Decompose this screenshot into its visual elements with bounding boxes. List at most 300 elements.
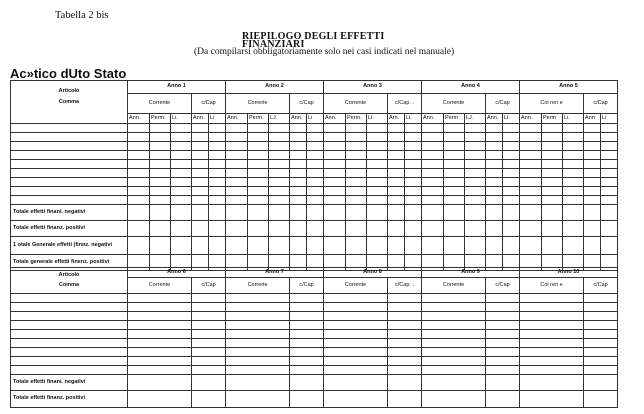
entry-cell[interactable] (422, 178, 444, 187)
entry-cell[interactable] (324, 169, 346, 178)
entry-cell[interactable] (367, 178, 388, 187)
entry-cell[interactable] (290, 375, 324, 391)
entry-cell[interactable] (307, 178, 324, 187)
entry-cell[interactable] (346, 169, 367, 178)
entry-cell[interactable] (388, 312, 422, 321)
entry-cell[interactable] (290, 142, 307, 151)
entry-cell[interactable] (346, 142, 367, 151)
entry-cell[interactable] (11, 133, 128, 142)
entry-cell[interactable] (290, 366, 324, 375)
entry-cell[interactable] (520, 321, 584, 330)
entry-cell[interactable] (209, 124, 226, 133)
entry-cell[interactable] (422, 366, 486, 375)
entry-cell[interactable] (520, 312, 584, 321)
entry-cell[interactable] (192, 375, 226, 391)
entry-cell[interactable] (269, 169, 290, 178)
entry-cell[interactable] (444, 133, 465, 142)
entry-cell[interactable] (248, 142, 269, 151)
entry-cell[interactable] (486, 375, 520, 391)
entry-cell[interactable] (486, 366, 520, 375)
entry-cell[interactable] (465, 133, 486, 142)
entry-cell[interactable] (422, 348, 486, 357)
entry-cell[interactable] (128, 237, 150, 255)
entry-cell[interactable] (520, 330, 584, 339)
entry-cell[interactable] (128, 169, 150, 178)
entry-cell[interactable] (542, 196, 563, 205)
entry-cell[interactable] (444, 178, 465, 187)
entry-cell[interactable] (209, 196, 226, 205)
entry-cell[interactable] (150, 187, 171, 196)
entry-cell[interactable] (226, 321, 290, 330)
entry-cell[interactable] (422, 303, 486, 312)
entry-cell[interactable] (584, 221, 601, 237)
entry-cell[interactable] (128, 366, 192, 375)
entry-cell[interactable] (563, 196, 584, 205)
entry-cell[interactable] (465, 205, 486, 221)
entry-cell[interactable] (324, 330, 388, 339)
entry-cell[interactable] (192, 196, 209, 205)
entry-cell[interactable] (209, 151, 226, 160)
entry-cell[interactable] (209, 205, 226, 221)
entry-cell[interactable] (192, 133, 209, 142)
entry-cell[interactable] (226, 366, 290, 375)
entry-cell[interactable] (307, 196, 324, 205)
entry-cell[interactable] (584, 187, 601, 196)
entry-cell[interactable] (388, 294, 422, 303)
entry-cell[interactable] (584, 151, 601, 160)
entry-cell[interactable] (11, 124, 128, 133)
entry-cell[interactable] (601, 187, 618, 196)
entry-cell[interactable] (171, 169, 192, 178)
entry-cell[interactable] (388, 169, 405, 178)
entry-cell[interactable] (563, 142, 584, 151)
entry-cell[interactable] (226, 312, 290, 321)
entry-cell[interactable] (388, 178, 405, 187)
entry-cell[interactable] (324, 133, 346, 142)
entry-cell[interactable] (346, 187, 367, 196)
entry-cell[interactable] (388, 357, 422, 366)
entry-cell[interactable] (422, 294, 486, 303)
entry-cell[interactable] (520, 178, 542, 187)
entry-cell[interactable] (290, 205, 307, 221)
entry-cell[interactable] (324, 375, 388, 391)
entry-cell[interactable] (290, 312, 324, 321)
entry-cell[interactable] (209, 133, 226, 142)
entry-cell[interactable] (307, 160, 324, 169)
entry-cell[interactable] (542, 151, 563, 160)
entry-cell[interactable] (486, 124, 503, 133)
entry-cell[interactable] (422, 196, 444, 205)
entry-cell[interactable] (367, 205, 388, 221)
entry-cell[interactable] (405, 151, 422, 160)
entry-cell[interactable] (11, 348, 128, 357)
entry-cell[interactable] (248, 178, 269, 187)
entry-cell[interactable] (324, 339, 388, 348)
entry-cell[interactable] (171, 151, 192, 160)
entry-cell[interactable] (465, 169, 486, 178)
entry-cell[interactable] (324, 391, 388, 408)
entry-cell[interactable] (486, 142, 503, 151)
entry-cell[interactable] (248, 133, 269, 142)
entry-cell[interactable] (290, 169, 307, 178)
entry-cell[interactable] (192, 330, 226, 339)
entry-cell[interactable] (444, 221, 465, 237)
entry-cell[interactable] (601, 205, 618, 221)
entry-cell[interactable] (584, 357, 618, 366)
entry-cell[interactable] (601, 160, 618, 169)
entry-cell[interactable] (226, 124, 248, 133)
entry-cell[interactable] (307, 124, 324, 133)
entry-cell[interactable] (542, 178, 563, 187)
entry-cell[interactable] (128, 221, 150, 237)
entry-cell[interactable] (388, 330, 422, 339)
entry-cell[interactable] (486, 133, 503, 142)
entry-cell[interactable] (290, 348, 324, 357)
entry-cell[interactable] (226, 294, 290, 303)
entry-cell[interactable] (324, 348, 388, 357)
entry-cell[interactable] (486, 196, 503, 205)
entry-cell[interactable] (307, 237, 324, 255)
entry-cell[interactable] (209, 237, 226, 255)
entry-cell[interactable] (584, 237, 601, 255)
entry-cell[interactable] (563, 124, 584, 133)
entry-cell[interactable] (542, 237, 563, 255)
entry-cell[interactable] (290, 357, 324, 366)
entry-cell[interactable] (584, 142, 601, 151)
entry-cell[interactable] (128, 321, 192, 330)
entry-cell[interactable] (192, 142, 209, 151)
entry-cell[interactable] (367, 142, 388, 151)
entry-cell[interactable] (444, 142, 465, 151)
entry-cell[interactable] (520, 124, 542, 133)
entry-cell[interactable] (444, 237, 465, 255)
entry-cell[interactable] (405, 187, 422, 196)
entry-cell[interactable] (150, 196, 171, 205)
entry-cell[interactable] (444, 187, 465, 196)
entry-cell[interactable] (269, 178, 290, 187)
entry-cell[interactable] (248, 187, 269, 196)
entry-cell[interactable] (324, 221, 346, 237)
entry-cell[interactable] (269, 187, 290, 196)
entry-cell[interactable] (388, 221, 405, 237)
entry-cell[interactable] (171, 124, 192, 133)
entry-cell[interactable] (486, 339, 520, 348)
entry-cell[interactable] (128, 142, 150, 151)
entry-cell[interactable] (422, 205, 444, 221)
entry-cell[interactable] (171, 205, 192, 221)
entry-cell[interactable] (248, 160, 269, 169)
entry-cell[interactable] (209, 169, 226, 178)
entry-cell[interactable] (290, 221, 307, 237)
entry-cell[interactable] (422, 357, 486, 366)
entry-cell[interactable] (324, 312, 388, 321)
entry-cell[interactable] (290, 178, 307, 187)
entry-cell[interactable] (226, 205, 248, 221)
entry-cell[interactable] (520, 151, 542, 160)
entry-cell[interactable] (324, 151, 346, 160)
entry-cell[interactable] (601, 237, 618, 255)
entry-cell[interactable] (192, 124, 209, 133)
entry-cell[interactable] (11, 366, 128, 375)
entry-cell[interactable] (444, 160, 465, 169)
entry-cell[interactable] (520, 303, 584, 312)
entry-cell[interactable] (486, 357, 520, 366)
entry-cell[interactable] (503, 133, 520, 142)
entry-cell[interactable] (226, 178, 248, 187)
entry-cell[interactable] (486, 205, 503, 221)
entry-cell[interactable] (150, 169, 171, 178)
entry-cell[interactable] (444, 124, 465, 133)
entry-cell[interactable] (192, 391, 226, 408)
entry-cell[interactable] (584, 294, 618, 303)
entry-cell[interactable] (520, 366, 584, 375)
entry-cell[interactable] (346, 237, 367, 255)
entry-cell[interactable] (444, 205, 465, 221)
entry-cell[interactable] (503, 142, 520, 151)
entry-cell[interactable] (584, 375, 618, 391)
entry-cell[interactable] (346, 205, 367, 221)
entry-cell[interactable] (324, 124, 346, 133)
entry-cell[interactable] (128, 187, 150, 196)
entry-cell[interactable] (269, 160, 290, 169)
entry-cell[interactable] (486, 294, 520, 303)
entry-cell[interactable] (324, 303, 388, 312)
entry-cell[interactable] (422, 312, 486, 321)
entry-cell[interactable] (367, 151, 388, 160)
entry-cell[interactable] (290, 303, 324, 312)
entry-cell[interactable] (563, 160, 584, 169)
entry-cell[interactable] (405, 169, 422, 178)
entry-cell[interactable] (388, 160, 405, 169)
entry-cell[interactable] (405, 237, 422, 255)
entry-cell[interactable] (290, 391, 324, 408)
entry-cell[interactable] (422, 142, 444, 151)
entry-cell[interactable] (520, 391, 584, 408)
entry-cell[interactable] (346, 221, 367, 237)
entry-cell[interactable] (563, 221, 584, 237)
entry-cell[interactable] (422, 375, 486, 391)
entry-cell[interactable] (486, 321, 520, 330)
entry-cell[interactable] (388, 124, 405, 133)
entry-cell[interactable] (248, 237, 269, 255)
entry-cell[interactable] (128, 294, 192, 303)
entry-cell[interactable] (128, 133, 150, 142)
entry-cell[interactable] (346, 124, 367, 133)
entry-cell[interactable] (422, 391, 486, 408)
entry-cell[interactable] (388, 133, 405, 142)
entry-cell[interactable] (128, 124, 150, 133)
entry-cell[interactable] (422, 339, 486, 348)
entry-cell[interactable] (584, 169, 601, 178)
entry-cell[interactable] (150, 221, 171, 237)
entry-cell[interactable] (444, 169, 465, 178)
entry-cell[interactable] (486, 312, 520, 321)
entry-cell[interactable] (248, 151, 269, 160)
entry-cell[interactable] (290, 339, 324, 348)
entry-cell[interactable] (269, 221, 290, 237)
entry-cell[interactable] (388, 348, 422, 357)
entry-cell[interactable] (128, 391, 192, 408)
entry-cell[interactable] (388, 151, 405, 160)
entry-cell[interactable] (601, 221, 618, 237)
entry-cell[interactable] (563, 187, 584, 196)
entry-cell[interactable] (209, 221, 226, 237)
entry-cell[interactable] (128, 330, 192, 339)
entry-cell[interactable] (128, 339, 192, 348)
entry-cell[interactable] (520, 205, 542, 221)
entry-cell[interactable] (192, 178, 209, 187)
entry-cell[interactable] (503, 169, 520, 178)
entry-cell[interactable] (226, 237, 248, 255)
entry-cell[interactable] (226, 339, 290, 348)
entry-cell[interactable] (486, 237, 503, 255)
entry-cell[interactable] (542, 187, 563, 196)
entry-cell[interactable] (486, 169, 503, 178)
entry-cell[interactable] (542, 205, 563, 221)
entry-cell[interactable] (226, 151, 248, 160)
entry-cell[interactable] (520, 294, 584, 303)
entry-cell[interactable] (290, 151, 307, 160)
entry-cell[interactable] (563, 237, 584, 255)
entry-cell[interactable] (584, 339, 618, 348)
entry-cell[interactable] (226, 348, 290, 357)
entry-cell[interactable] (444, 196, 465, 205)
entry-cell[interactable] (584, 348, 618, 357)
entry-cell[interactable] (269, 124, 290, 133)
entry-cell[interactable] (192, 303, 226, 312)
entry-cell[interactable] (11, 160, 128, 169)
entry-cell[interactable] (171, 133, 192, 142)
entry-cell[interactable] (503, 124, 520, 133)
entry-cell[interactable] (486, 348, 520, 357)
entry-cell[interactable] (503, 178, 520, 187)
entry-cell[interactable] (563, 133, 584, 142)
entry-cell[interactable] (290, 160, 307, 169)
entry-cell[interactable] (563, 205, 584, 221)
entry-cell[interactable] (226, 221, 248, 237)
entry-cell[interactable] (248, 205, 269, 221)
entry-cell[interactable] (150, 133, 171, 142)
entry-cell[interactable] (367, 133, 388, 142)
entry-cell[interactable] (192, 366, 226, 375)
entry-cell[interactable] (405, 178, 422, 187)
entry-cell[interactable] (128, 375, 192, 391)
entry-cell[interactable] (128, 178, 150, 187)
entry-cell[interactable] (520, 348, 584, 357)
entry-cell[interactable] (520, 133, 542, 142)
entry-cell[interactable] (563, 178, 584, 187)
entry-cell[interactable] (503, 205, 520, 221)
entry-cell[interactable] (346, 133, 367, 142)
entry-cell[interactable] (11, 321, 128, 330)
entry-cell[interactable] (503, 187, 520, 196)
entry-cell[interactable] (388, 339, 422, 348)
entry-cell[interactable] (346, 160, 367, 169)
entry-cell[interactable] (324, 205, 346, 221)
entry-cell[interactable] (324, 142, 346, 151)
entry-cell[interactable] (128, 348, 192, 357)
entry-cell[interactable] (601, 133, 618, 142)
entry-cell[interactable] (192, 237, 209, 255)
entry-cell[interactable] (367, 124, 388, 133)
entry-cell[interactable] (503, 151, 520, 160)
entry-cell[interactable] (324, 366, 388, 375)
entry-cell[interactable] (128, 151, 150, 160)
entry-cell[interactable] (584, 312, 618, 321)
entry-cell[interactable] (584, 124, 601, 133)
entry-cell[interactable] (367, 196, 388, 205)
entry-cell[interactable] (520, 160, 542, 169)
entry-cell[interactable] (226, 196, 248, 205)
entry-cell[interactable] (542, 221, 563, 237)
entry-cell[interactable] (11, 312, 128, 321)
entry-cell[interactable] (307, 151, 324, 160)
entry-cell[interactable] (486, 391, 520, 408)
entry-cell[interactable] (11, 187, 128, 196)
entry-cell[interactable] (422, 321, 486, 330)
entry-cell[interactable] (11, 151, 128, 160)
entry-cell[interactable] (520, 221, 542, 237)
entry-cell[interactable] (584, 160, 601, 169)
entry-cell[interactable] (584, 330, 618, 339)
entry-cell[interactable] (465, 221, 486, 237)
entry-cell[interactable] (226, 303, 290, 312)
entry-cell[interactable] (324, 321, 388, 330)
entry-cell[interactable] (192, 312, 226, 321)
entry-cell[interactable] (290, 124, 307, 133)
entry-cell[interactable] (171, 187, 192, 196)
entry-cell[interactable] (307, 133, 324, 142)
entry-cell[interactable] (601, 169, 618, 178)
entry-cell[interactable] (324, 178, 346, 187)
entry-cell[interactable] (11, 357, 128, 366)
entry-cell[interactable] (226, 330, 290, 339)
entry-cell[interactable] (422, 124, 444, 133)
entry-cell[interactable] (248, 124, 269, 133)
entry-cell[interactable] (324, 294, 388, 303)
entry-cell[interactable] (307, 205, 324, 221)
entry-cell[interactable] (520, 237, 542, 255)
entry-cell[interactable] (269, 237, 290, 255)
entry-cell[interactable] (503, 221, 520, 237)
entry-cell[interactable] (563, 151, 584, 160)
entry-cell[interactable] (601, 196, 618, 205)
entry-cell[interactable] (388, 303, 422, 312)
entry-cell[interactable] (324, 357, 388, 366)
entry-cell[interactable] (192, 205, 209, 221)
entry-cell[interactable] (290, 187, 307, 196)
entry-cell[interactable] (542, 133, 563, 142)
entry-cell[interactable] (192, 321, 226, 330)
entry-cell[interactable] (307, 142, 324, 151)
entry-cell[interactable] (584, 391, 618, 408)
entry-cell[interactable] (11, 169, 128, 178)
entry-cell[interactable] (601, 142, 618, 151)
entry-cell[interactable] (367, 187, 388, 196)
entry-cell[interactable] (367, 169, 388, 178)
entry-cell[interactable] (324, 187, 346, 196)
entry-cell[interactable] (422, 160, 444, 169)
entry-cell[interactable] (171, 196, 192, 205)
entry-cell[interactable] (226, 357, 290, 366)
entry-cell[interactable] (388, 142, 405, 151)
entry-cell[interactable] (11, 294, 128, 303)
entry-cell[interactable] (150, 124, 171, 133)
entry-cell[interactable] (209, 142, 226, 151)
entry-cell[interactable] (128, 303, 192, 312)
entry-cell[interactable] (486, 187, 503, 196)
entry-cell[interactable] (290, 196, 307, 205)
